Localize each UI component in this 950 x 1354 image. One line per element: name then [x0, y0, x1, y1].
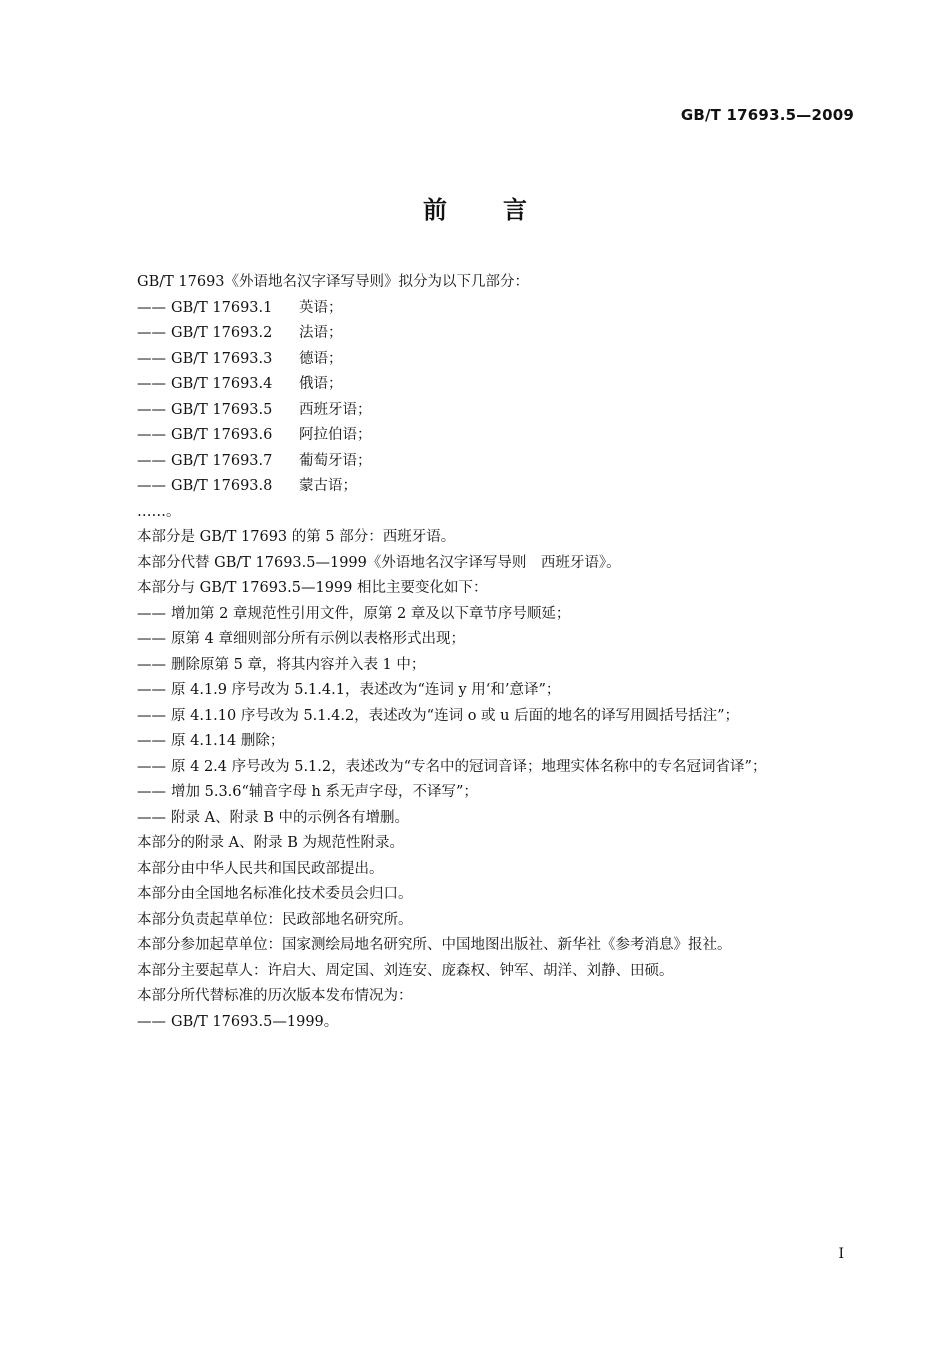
history-intro-line: 本部分所代替标准的历次版本发布情况为： — [137, 988, 413, 1004]
participants-line: 本部分参加起草单位：国家测绘局地名研究所、中国地图出版社、新华社《参考消息》报社。 — [137, 937, 732, 953]
part-line — [137, 474, 857, 500]
part-code: GB/T 17693.4 — [171, 376, 273, 392]
drafting-unit-line: 本部分负责起草单位：民政部地名研究所。 — [137, 911, 413, 928]
dash: —— — [137, 299, 166, 316]
annex-line: 本部分的附录 A、附录 B 为规范性附录。 — [137, 835, 404, 851]
change-item — [137, 729, 857, 755]
dash: —— — [137, 605, 166, 622]
part-code: GB/T 17693.7 — [171, 452, 273, 469]
dash: —— — [137, 376, 166, 392]
replaces-line: 本部分代替 GB/T 17693.5—1999《外语地名汉字译写导则 西班牙语》。 — [137, 554, 621, 571]
part-name: 蒙古语； — [299, 478, 357, 494]
part-name: 西班牙语； — [299, 401, 372, 418]
part-line — [137, 347, 857, 373]
drafters-line: 本部分主要起草人：许启大、周定国、刘连安、庞森权、钟军、胡洋、刘静、田硕。 — [137, 962, 674, 979]
dash: —— — [137, 325, 166, 341]
foreword-body — [137, 270, 857, 1035]
change-text: 原 4 2.4 序号改为 5.1.2，表述改为“专名中的冠词音译；地理实体名称中的专名冠词省译”； — [171, 758, 767, 775]
change-item — [137, 627, 857, 653]
part-name: 俄语； — [299, 376, 343, 392]
change-item — [137, 678, 857, 704]
dash: —— — [137, 733, 166, 749]
part-line — [137, 296, 857, 322]
change-item — [137, 806, 857, 832]
change-text: 附录 A、附录 B 中的示例各有增删。 — [171, 809, 409, 826]
change-item — [137, 755, 857, 781]
managed-by-line: 本部分由全国地名标准化技术委员会归口。 — [137, 886, 413, 902]
change-item — [137, 602, 857, 628]
page-number: I — [838, 1246, 844, 1262]
part-name: 葡萄牙语； — [299, 452, 372, 469]
ellipsis-line: ……。 — [137, 503, 181, 520]
part-name: 英语； — [299, 299, 343, 316]
part-name: 阿拉伯语； — [299, 427, 372, 443]
part-name: 法语； — [299, 325, 343, 341]
changes-intro-line: 本部分与 GB/T 17693.5—1999 相比主要变化如下： — [137, 580, 488, 596]
change-text: 增加第 2 章规范性引用文件，原第 2 章及以下章节序号顺延； — [171, 605, 571, 622]
part-code: GB/T 17693.8 — [171, 478, 273, 494]
change-text: 增加 5.3.6“辅音字母 h 系无声字母，不译写”； — [171, 784, 478, 800]
dash: —— — [137, 809, 166, 826]
dash: —— — [137, 401, 166, 418]
dash: —— — [137, 350, 166, 367]
dash: —— — [137, 1013, 166, 1030]
change-text: 删除原第 5 章，将其内容并入表 1 中； — [171, 656, 426, 673]
part-name: 德语； — [299, 350, 343, 367]
change-item — [137, 704, 857, 730]
dash: —— — [137, 656, 166, 673]
part-code: GB/T 17693.1 — [171, 299, 273, 316]
page-title: 前言 — [423, 196, 583, 224]
part-line — [137, 423, 857, 449]
intro-line: GB/T 17693《外语地名汉字译写导则》拟分为以下几部分： — [137, 274, 530, 290]
dash: —— — [137, 707, 166, 724]
part-code: GB/T 17693.6 — [171, 427, 273, 443]
history-item — [137, 1010, 857, 1036]
part-code: GB/T 17693.2 — [171, 325, 273, 341]
proposed-by-line: 本部分由中华人民共和国民政部提出。 — [137, 860, 384, 877]
change-item — [137, 653, 857, 679]
part-code: GB/T 17693.5 — [171, 401, 273, 418]
change-text: 原 4.1.10 序号改为 5.1.4.2，表述改为“连词 o 或 u 后面的地名的译写用圆括号括注”； — [171, 707, 740, 724]
dash: —— — [137, 427, 166, 443]
dash: —— — [137, 784, 166, 800]
part-line — [137, 321, 857, 347]
change-item — [137, 780, 857, 806]
dash: —— — [137, 452, 166, 469]
dash: —— — [137, 631, 166, 647]
part-line — [137, 398, 857, 424]
dash: —— — [137, 758, 166, 775]
standard-code: GB/T 17693.5—2009 — [680, 106, 854, 124]
change-text: 原第 4 章细则部分所有示例以表格形式出现； — [171, 631, 465, 647]
change-text: 原 4.1.14 删除； — [171, 733, 285, 749]
part-code: GB/T 17693.3 — [171, 350, 273, 367]
dash: —— — [137, 682, 166, 698]
dash: —— — [137, 478, 166, 494]
history-text: GB/T 17693.5—1999。 — [171, 1013, 339, 1030]
part-line — [137, 449, 857, 475]
change-text: 原 4.1.9 序号改为 5.1.4.1，表述改为“连词 y 用‘和’意译”； — [171, 682, 561, 698]
part-of-line: 本部分是 GB/T 17693 的第 5 部分：西班牙语。 — [137, 529, 456, 545]
part-line — [137, 372, 857, 398]
